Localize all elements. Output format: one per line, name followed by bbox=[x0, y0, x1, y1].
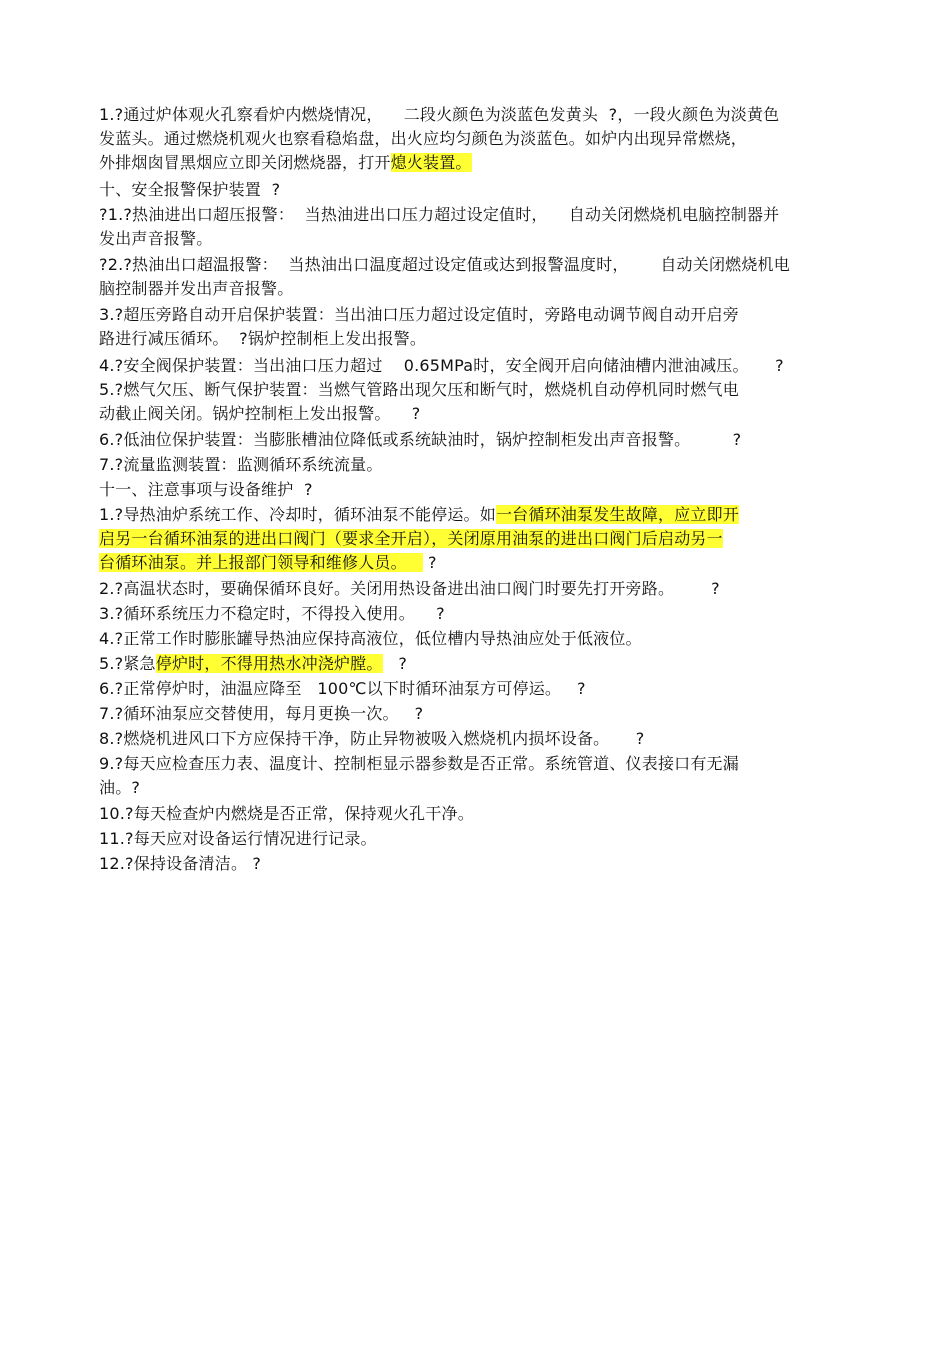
text-line: 发蓝头。通过燃烧机观火也察看稳焰盘，出火应均匀颜色为淡蓝色。如炉内出现异常燃烧， bbox=[99, 129, 748, 148]
text-line bbox=[99, 653, 407, 675]
text-line: 4.?安全阀保护装置：当出油口压力超过 0.65MPa时，安全阀开启向储油槽内泄油减压。 ? bbox=[99, 356, 784, 375]
text-line: 路进行减压循环。 ?锅炉控制柜上发出报警。 bbox=[99, 329, 427, 348]
text-line: 十、安全报警保护装置 ? bbox=[99, 180, 281, 199]
text-line: 动截止阀关闭。锅炉控制柜上发出报警。 ? bbox=[99, 404, 421, 423]
text-line: ?2.?热油出口超温报警： 当热油出口温度超过设定值或达到报警温度时， 自动关闭燃烧机电 bbox=[99, 255, 790, 274]
text-line: 油。? bbox=[99, 778, 141, 797]
text-line: 十一、注意事项与设备维护 ? bbox=[99, 480, 313, 499]
text-line bbox=[99, 504, 739, 526]
highlighted-text: 台循环油泵。并上报部门领导和维修人员。 bbox=[99, 553, 423, 572]
text-line bbox=[99, 528, 723, 550]
text-line: 6.?低油位保护装置：当膨胀槽油位降低或系统缺油时，锅炉控制柜发出声音报警。 ? bbox=[99, 430, 742, 449]
text-line: 3.?超压旁路自动开启保护装置：当出油口压力超过设定值时，旁路电动调节阀自动开启旁 bbox=[99, 305, 739, 324]
text-segment: 1.?导热油炉系统工作、冷却时，循环油泵不能停运。如 bbox=[99, 505, 496, 524]
text-line: 7.?流量监测装置：监测循环系统流量。 bbox=[99, 455, 383, 474]
text-line: 3.?循环系统压力不稳定时，不得投入使用。 ? bbox=[99, 604, 445, 623]
highlighted-text: 停炉时，不得用热水冲浇炉膛。 bbox=[155, 654, 383, 673]
text-line: 1.?通过炉体观火孔察看炉内燃烧情况， 二段火颜色为淡蓝色发黄头 ?，一段火颜色为淡黄色 bbox=[99, 105, 780, 124]
text-line: 8.?燃烧机进风口下方应保持干净，防止异物被吸入燃烧机内损坏设备。 ? bbox=[99, 729, 645, 748]
text-line bbox=[99, 152, 472, 174]
text-segment: 外排烟囱冒黑烟应立即关闭燃烧器，打开 bbox=[99, 153, 391, 172]
text-line: 脑控制器并发出声音报警。 bbox=[99, 279, 294, 298]
text-line: 10.?每天检查炉内燃烧是否正常，保持观火孔干净。 bbox=[99, 804, 474, 823]
text-line: 9.?每天应检查压力表、温度计、控制柜显示器参数是否正常。系统管道、仪表接口有无漏 bbox=[99, 754, 739, 773]
highlighted-text: 熄火装置。 bbox=[390, 153, 472, 172]
text-line bbox=[99, 552, 437, 574]
text-line: 2.?高温状态时，要确保循环良好。关闭用热设备进出油口阀门时要先打开旁路。 ? bbox=[99, 579, 720, 598]
text-line: 发出声音报警。 bbox=[99, 229, 213, 248]
text-line: 4.?正常工作时膨胀罐导热油应保持高液位，低位槽内导热油应处于低液位。 bbox=[99, 629, 642, 648]
highlighted-text: 启另一台循环油泵的进出口阀门（要求全开启），关闭原用油泵的进出口阀门后启动另一 bbox=[99, 529, 723, 548]
text-line: 5.?燃气欠压、断气保护装置：当燃气管路出现欠压和断气时，燃烧机自动停机同时燃气电 bbox=[99, 380, 739, 399]
text-line: 7.?循环油泵应交替使用，每月更换一次。 ? bbox=[99, 704, 424, 723]
highlighted-text: 一台循环油泵发生故障，应立即开 bbox=[495, 505, 739, 524]
text-segment: ? bbox=[422, 553, 437, 572]
text-line: 11.?每天应对设备运行情况进行记录。 bbox=[99, 829, 377, 848]
text-segment: 5.?紧急 bbox=[99, 654, 156, 673]
text-segment: ? bbox=[382, 654, 408, 673]
text-line: ?1.?热油进出口超压报警： 当热油进出口压力超过设定值时， 自动关闭燃烧机电脑控制器并 bbox=[99, 205, 780, 224]
text-line: 6.?正常停炉时，油温应降至 100℃以下时循环油泵方可停运。 ? bbox=[99, 679, 586, 698]
text-line: 12.?保持设备清洁。 ? bbox=[99, 854, 262, 873]
